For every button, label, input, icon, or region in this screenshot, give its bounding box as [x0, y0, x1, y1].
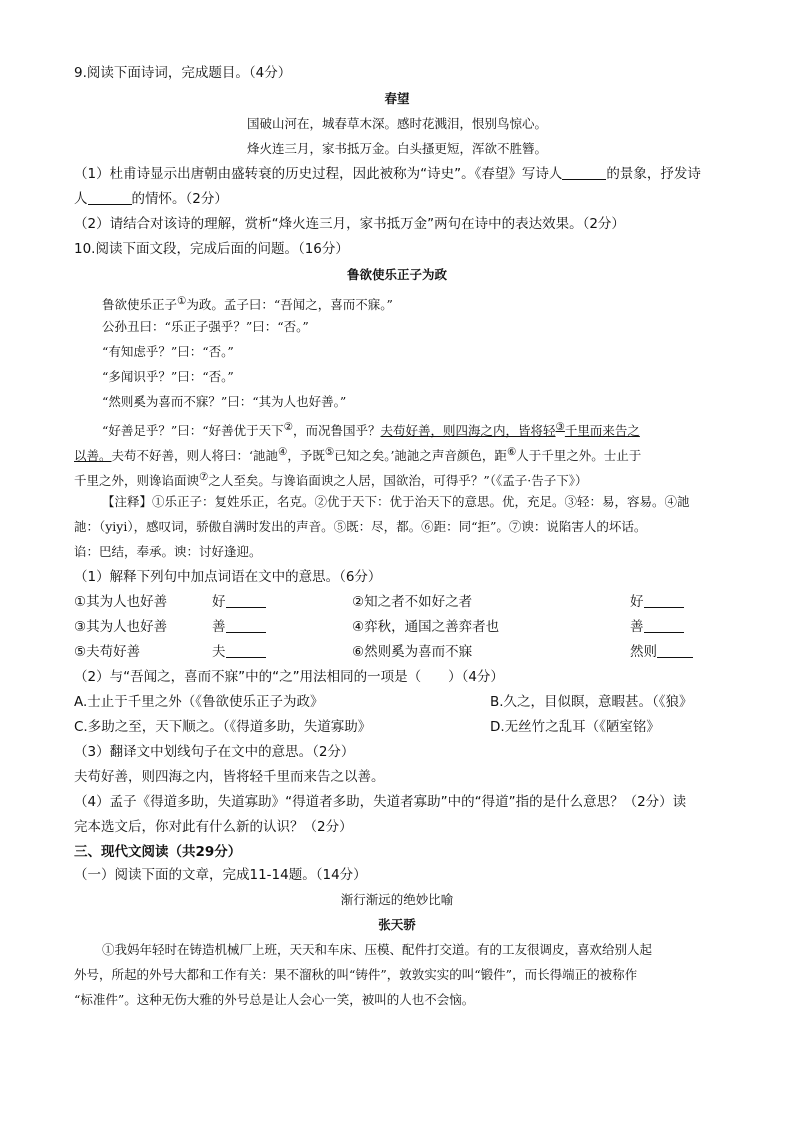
annotation: 訑：（yiyi），感叹词，骄傲自满时发出的声音。⑤既：尽，都。⑥距：同“拒”。⑦谀：说陷害人的坏话。 — [74, 519, 647, 534]
vocab-word: 然则 — [630, 644, 657, 660]
passage-text: 之人至矣。与谗谄面谀之人居，国欲治，可得乎？”（《孟子·告子下》） — [208, 473, 588, 489]
footnote-marker: ⑤ — [324, 446, 335, 458]
vocab-word: 夫 — [212, 644, 226, 660]
option-b[interactable]: B.久之，目似瞑，意暇甚。（《狼》 — [490, 694, 693, 710]
answer-blank[interactable] — [88, 190, 132, 205]
annotation: 谄：巴结，奉承。谀：讨好逢迎。 — [74, 544, 262, 559]
answer-blank[interactable] — [644, 618, 684, 633]
vocab-word: 好 — [630, 594, 644, 610]
vocab-word: 善 — [212, 619, 226, 635]
passage-text: 鲁欲使乐正子 — [102, 297, 178, 313]
passage-para — [74, 443, 641, 465]
passage-para — [102, 418, 640, 440]
vocab-word: 好 — [212, 594, 226, 610]
q10-sub3-sentence: 夫苟好善，则四海之内，皆将轻千里而来告之以善。 — [74, 769, 385, 785]
q9-sub2: （2）请结合对该诗的理解，赏析“烽火连三月，家书抵万金”两句在诗中的表达效果。（2分） — [74, 216, 625, 232]
passage-text: 人于千里之外。士止于 — [516, 448, 642, 464]
q9-sub1-text: 的景象，抒发诗 — [606, 166, 701, 182]
passage-para — [74, 468, 587, 490]
underlined-sentence: 以善。 — [74, 448, 112, 464]
passage-text: 已知之矣。’訑訑之声音颜色，距 — [334, 448, 507, 464]
q9-sub1-text: 的情怀。（2分） — [131, 191, 228, 207]
article-title: 渐行渐远的绝妙比喻 — [340, 892, 454, 907]
footnote-marker: ④ — [278, 446, 288, 458]
q10-sub4-cont: 完本选文后，你对此有什么新的认识？（2分） — [74, 819, 353, 835]
option-d[interactable]: D.无丝竹之乱耳（《陋室铭》 — [490, 719, 660, 735]
answer-blank[interactable] — [644, 593, 684, 608]
passage-text: 千里之外，则谗谄面谀 — [74, 473, 200, 489]
vocab-answer — [212, 643, 266, 661]
passage-para — [102, 292, 393, 314]
q10-sub3: （3）翻译文中划线句子在文中的意思。（2分） — [74, 744, 355, 760]
answer-blank[interactable] — [226, 643, 266, 658]
q9-sub1-cont — [74, 190, 228, 208]
vocab-answer — [630, 643, 693, 661]
passage-text: 为政。孟子曰：“吾闻之，喜而不寐。” — [186, 297, 393, 313]
section-sub: （一）阅读下面的文章，完成11-14题。（14分） — [74, 867, 367, 883]
q9-sub1-text: （1）杜甫诗显示出唐朝由盛转衰的历史过程，因此被称为“诗史”。《春望》写诗人 — [74, 166, 563, 182]
vocab-word: 善 — [630, 619, 644, 635]
footnote-marker: ② — [283, 421, 294, 433]
q10-sub2: （2）与“吾闻之，喜而不寐”中的“之”用法相同的一项是（ ）（4分） — [74, 669, 504, 685]
footnote-marker: ⑥ — [506, 446, 517, 458]
vocab-answer — [212, 618, 266, 636]
section-heading: 三、现代文阅读（共29分） — [74, 844, 242, 860]
footnote-marker: ③ — [555, 421, 565, 433]
passage-para: “多闻识乎？”曰：“否。” — [102, 369, 234, 384]
article-para: ①我妈年轻时在铸造机械厂上班，天天和车床、压模、配件打交道。有的工友很调皮，喜欢给别人起 — [102, 942, 653, 957]
vocab-answer — [630, 593, 684, 611]
passage-title: 鲁欲使乐正子为政 — [346, 267, 447, 282]
q9-stem: 9.阅读下面诗词，完成题目。（4分） — [74, 65, 292, 81]
article-author: 张天骄 — [378, 917, 416, 932]
q10-sub1: （1）解释下列句中加点词语在文中的意思。（6分） — [74, 569, 382, 585]
vocab-item: ④弈秋，通国之善弈者也 — [352, 619, 500, 635]
poem-title: 春望 — [384, 91, 410, 106]
footnote-marker: ⑦ — [199, 471, 209, 483]
vocab-item: ②知之者不如好之者 — [352, 594, 473, 610]
poem-line: 烽火连三月，家书抵万金。白头搔更短，浑欲不胜簪。 — [246, 141, 547, 156]
vocab-answer — [212, 593, 266, 611]
annotation: 【注释】①乐正子：复姓乐正，名克。②优于天下：优于治天下的意思。优，充足。③轻：易，容易。④訑 — [102, 494, 690, 509]
passage-text: ，予既 — [287, 448, 325, 464]
article-para: “标准件”。这种无伤大雅的外号总是让人会心一笑，被叫的人也不会恼。 — [74, 992, 475, 1007]
passage-text: 夫苟不好善，则人将曰：‘訑訑 — [111, 448, 278, 464]
passage-para: “有知虑乎？”曰：“否。” — [102, 344, 234, 359]
answer-blank[interactable] — [657, 643, 693, 658]
q10-sub4: （4）孟子《得道多助，失道寡助》“得道者多助，失道者寡助”中的“得道”指的是什么意思？（2分）读 — [74, 794, 687, 810]
vocab-item: ⑥然则奚为喜而不寐 — [352, 644, 473, 660]
answer-blank[interactable] — [226, 593, 266, 608]
vocab-answer — [630, 618, 684, 636]
underlined-sentence: 千里而来告之 — [564, 423, 640, 439]
passage-para: “然则奚为喜而不寐？”曰：“其为人也好善。” — [102, 394, 347, 409]
article-para: 外号，所起的外号大都和工作有关：果不溜秋的叫“铸件”，敦敦实实的叫“锻件”，而长得端正的被称作 — [74, 967, 638, 982]
footnote-marker: ① — [177, 295, 187, 307]
q9-sub1 — [74, 165, 701, 183]
q10-stem: 10.阅读下面文段，完成后面的问题。（16分） — [74, 241, 349, 257]
passage-text: “好善足乎？”曰：“好善优于天下 — [102, 423, 284, 439]
vocab-item: ③其为人也好善 — [74, 619, 168, 635]
poem-line: 国破山河在，城春草木深。感时花溅泪，恨别鸟惊心。 — [246, 116, 547, 131]
answer-blank[interactable] — [226, 618, 266, 633]
passage-text: ，而况鲁国乎？ — [293, 423, 381, 439]
q9-sub1-text: 人 — [74, 191, 88, 207]
vocab-item: ⑤夫苟好善 — [74, 644, 141, 660]
answer-blank[interactable] — [562, 165, 606, 180]
vocab-item: ①其为人也好善 — [74, 594, 168, 610]
passage-para: 公孙丑曰：“乐正子强乎？”曰：“否。” — [102, 319, 309, 334]
underlined-sentence: 夫苟好善，则四海之内，皆将轻 — [380, 423, 556, 439]
option-a[interactable]: A.士止于千里之外（《鲁欲使乐正子为政》 — [74, 694, 324, 710]
option-c[interactable]: C.多助之至，天下顺之。（《得道多助，失道寡助》 — [74, 719, 372, 735]
